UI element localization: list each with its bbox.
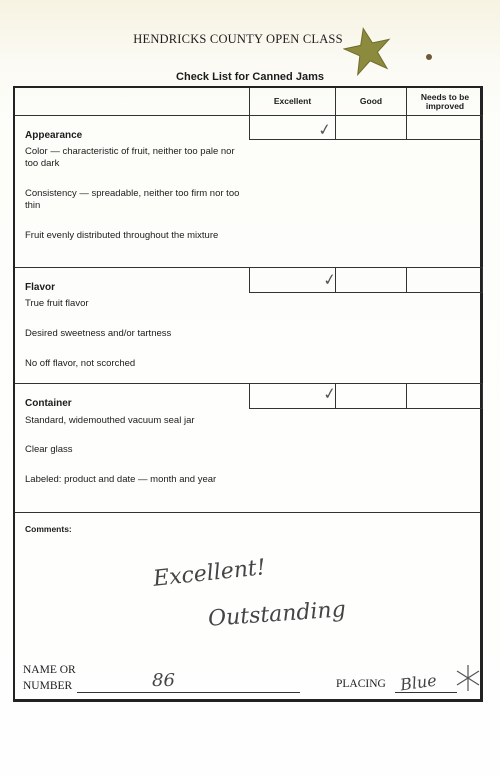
checklist-sheet [13,86,483,702]
placing-line [395,692,457,693]
section-divider [15,512,480,513]
rating-box-needs-improved[interactable] [407,384,484,408]
rating-box-needs-improved[interactable] [407,268,484,292]
rating-box-good[interactable] [336,268,407,292]
container-item: Labeled: product and date — month and year [25,474,217,485]
rating-box-needs-improved[interactable] [407,116,484,139]
ink-spot [426,54,432,60]
rating-boxes-appearance[interactable] [249,115,483,140]
flavor-item: Desired sweetness and/or tartness [25,328,172,339]
name-number-line [77,692,300,693]
name-label-line2: NUMBER [23,680,73,693]
appearance-item: Color — characteristic of fruit, neither too pale nor too dark [25,146,235,169]
col-header-excellent: Excellent [249,88,335,115]
placing-label: PLACING [336,678,386,690]
rating-boxes-container[interactable] [249,383,483,409]
name-or-number-label [23,662,76,694]
container-item: Clear glass [25,444,73,455]
flavor-item: No off flavor, not scorched [25,358,136,369]
rating-boxes-flavor[interactable] [249,267,483,293]
asterisk-mark-icon [455,664,481,692]
gold-star-sticker [343,26,393,76]
appearance-checkmark: ✓ [316,119,333,140]
rating-box-good[interactable] [336,384,407,408]
section-title-flavor: Flavor [25,282,56,293]
flavor-item: True fruit flavor [25,298,89,309]
col-header-good: Good [335,88,406,115]
appearance-item: Fruit evenly distributed throughout the mixture [25,230,219,241]
form-header [0,32,500,47]
comments-label: Comments: [25,524,72,534]
col-header-needs-improved: Needs to be improved [406,88,483,115]
name-label-line1: NAME OR [23,664,76,676]
comment-handwriting-line1[interactable]: Excellent! [152,555,267,592]
container-checkmark: ✓ [321,383,338,404]
placing-value[interactable]: Blue [398,670,438,695]
section-title-appearance: Appearance [25,130,83,141]
rating-box-good[interactable] [336,116,407,139]
comment-handwriting-line2[interactable]: Outstanding [207,597,347,632]
name-number-value[interactable]: 86 [152,670,175,691]
section-title-container: Container [25,398,72,409]
container-item: Standard, widemouthed vacuum seal jar [25,415,195,426]
appearance-item: Consistency — spreadable, neither too firm nor too thin [25,188,240,211]
form-title: HENDRICKS COUNTY OPEN CLASS [133,32,343,46]
form-subtitle: Check List for Canned Jams [176,71,324,83]
flavor-checkmark: ✓ [321,269,338,290]
